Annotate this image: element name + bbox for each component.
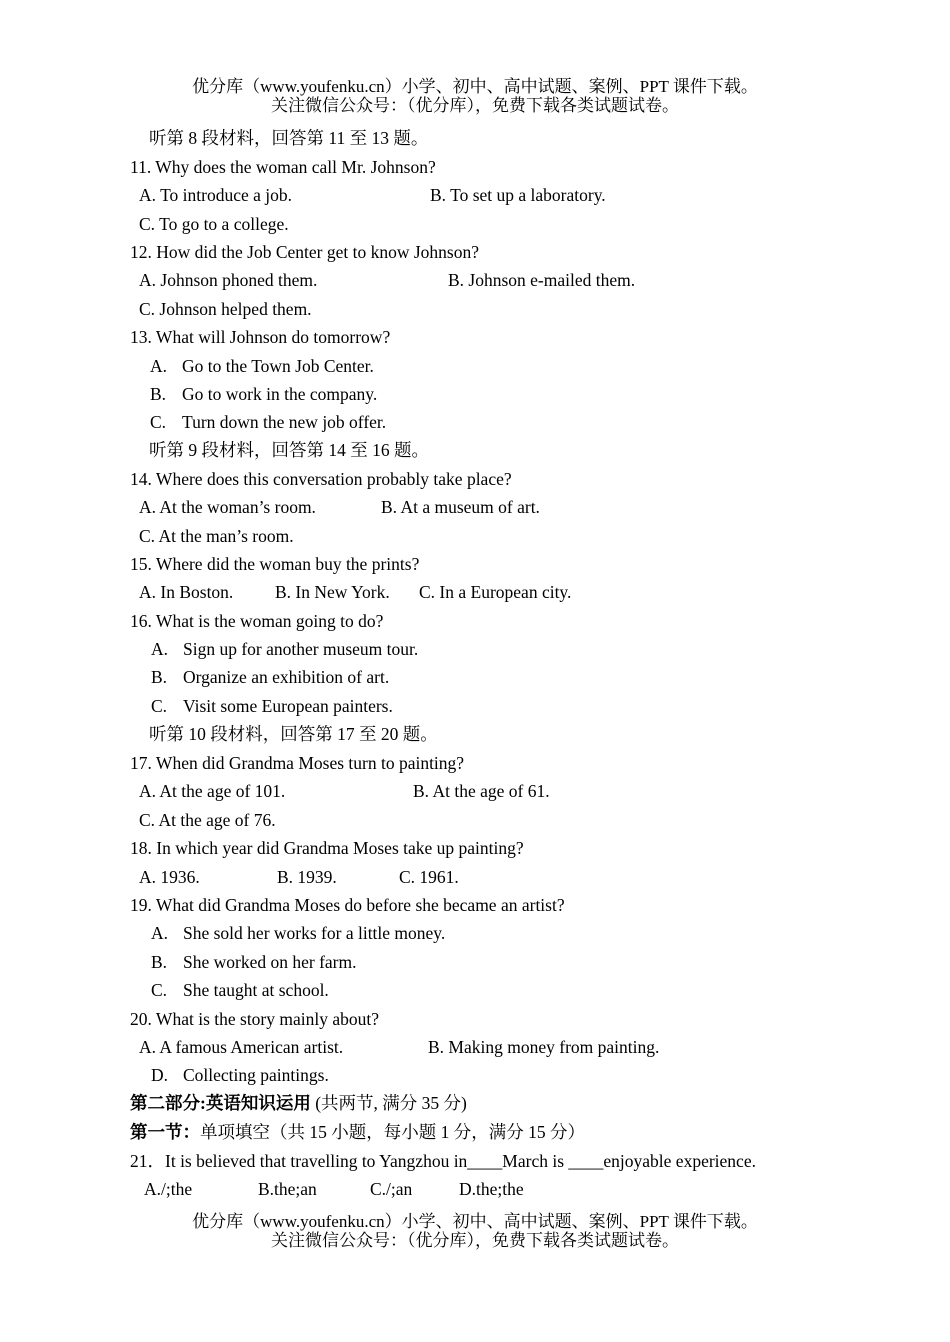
q20-option-d-text: Collecting paintings. bbox=[183, 1065, 329, 1085]
q13-option-c-label: C. bbox=[150, 412, 167, 432]
section-10-instruction: 听第 10 段材料，回答第 17 至 20 题。 bbox=[149, 724, 438, 744]
part2-section1-title: 第一节： bbox=[130, 1122, 200, 1142]
q13-option-b-text: Go to work in the company. bbox=[182, 384, 378, 404]
q11-stem: 11. Why does the woman call Mr. Johnson? bbox=[130, 157, 436, 177]
q18-option-c: C. 1961. bbox=[399, 867, 459, 887]
q11-option-c: C. To go to a college. bbox=[139, 214, 289, 234]
q11-option-b: B. To set up a laboratory. bbox=[430, 185, 606, 205]
q19-option-b-label: B. bbox=[151, 952, 168, 972]
q16-option-a bbox=[151, 638, 418, 660]
part2-title: 第二部分:英语知识运用 bbox=[130, 1093, 311, 1113]
part2-section1-note: 单项填空（共 15 小题，每小题 1 分，满分 15 分） bbox=[200, 1122, 585, 1142]
q17-option-c: C. At the age of 76. bbox=[139, 810, 276, 830]
q19-option-c-label: C. bbox=[151, 980, 168, 1000]
q16-option-a-text: Sign up for another museum tour. bbox=[183, 639, 419, 659]
q18-stem: 18. In which year did Grandma Moses take up painting? bbox=[130, 838, 524, 858]
q20-option-d bbox=[151, 1064, 329, 1086]
q15-stem: 15. Where did the woman buy the prints? bbox=[130, 554, 420, 574]
q21-option-b: B.the;an bbox=[258, 1179, 317, 1199]
header-line-2: 关注微信公众号：（优分库），免费下载各类试题试卷。 bbox=[271, 96, 679, 115]
q19-option-b-text: She worked on her farm. bbox=[183, 952, 357, 972]
q11-option-a: A. To introduce a job. bbox=[139, 185, 293, 205]
q13-option-b-label: B. bbox=[150, 384, 167, 404]
q19-option-a-label: A. bbox=[151, 923, 169, 943]
q19-option-a bbox=[151, 922, 445, 944]
q16-option-b-text: Organize an exhibition of art. bbox=[183, 667, 390, 687]
part2-section1-heading bbox=[130, 1121, 585, 1143]
q13-option-a-text: Go to the Town Job Center. bbox=[182, 356, 374, 376]
page-header bbox=[0, 77, 950, 115]
q20-stem: 20. What is the story mainly about? bbox=[130, 1009, 380, 1029]
q16-stem: 16. What is the woman going to do? bbox=[130, 611, 384, 631]
q13-option-b bbox=[150, 383, 377, 405]
part2-heading bbox=[130, 1092, 467, 1114]
q15-option-b: B. In New York. bbox=[275, 582, 390, 602]
q18-option-b: B. 1939. bbox=[277, 867, 337, 887]
q16-option-b-label: B. bbox=[151, 667, 168, 687]
q20-option-a: A. A famous American artist. bbox=[139, 1037, 344, 1057]
q14-option-a: A. At the woman’s room. bbox=[139, 497, 316, 517]
q16-option-c-label: C. bbox=[151, 696, 168, 716]
q14-stem: 14. Where does this conversation probably take place? bbox=[130, 469, 512, 489]
q19-option-c-text: She taught at school. bbox=[183, 980, 329, 1000]
q21-option-c: C./;an bbox=[370, 1179, 413, 1199]
q21-stem: 21．It is believed that travelling to Yangzhou in____March is ____enjoyable experience. bbox=[130, 1151, 756, 1171]
header-line-1: 优分库（www.youfenku.cn）小学、初中、高中试题、案例、PPT 课件下载。 bbox=[192, 77, 758, 96]
part2-note: (共两节, 满分 35 分) bbox=[310, 1093, 467, 1113]
q21-option-d: D.the;the bbox=[459, 1179, 524, 1199]
q13-option-c-text: Turn down the new job offer. bbox=[182, 412, 387, 432]
q16-option-c-text: Visit some European painters. bbox=[183, 696, 393, 716]
q12-option-c: C. Johnson helped them. bbox=[139, 299, 312, 319]
q19-option-b bbox=[151, 951, 357, 973]
q20-option-d-label: D. bbox=[151, 1065, 169, 1085]
footer-line-2: 关注微信公众号：（优分库），免费下载各类试题试卷。 bbox=[271, 1231, 679, 1250]
q16-option-a-label: A. bbox=[151, 639, 169, 659]
q12-option-b: B. Johnson e-mailed them. bbox=[448, 270, 636, 290]
q16-option-c bbox=[151, 695, 393, 717]
q13-option-c bbox=[150, 411, 386, 433]
q17-option-b: B. At the age of 61. bbox=[413, 781, 550, 801]
q14-option-b: B. At a museum of art. bbox=[381, 497, 540, 517]
q13-option-a bbox=[150, 355, 374, 377]
footer-line-1: 优分库（www.youfenku.cn）小学、初中、高中试题、案例、PPT 课件下载。 bbox=[192, 1212, 758, 1231]
q19-option-c bbox=[151, 979, 329, 1001]
q14-option-c: C. At the man’s room. bbox=[139, 526, 294, 546]
q17-option-a: A. At the age of 101. bbox=[139, 781, 286, 801]
q13-option-a-label: A. bbox=[150, 356, 168, 376]
q15-option-a: A. In Boston. bbox=[139, 582, 234, 602]
page-footer bbox=[0, 1212, 950, 1250]
section-9-instruction: 听第 9 段材料，回答第 14 至 16 题。 bbox=[149, 440, 429, 460]
section-8-instruction: 听第 8 段材料，回答第 11 至 13 题。 bbox=[149, 128, 429, 148]
q12-option-a: A. Johnson phoned them. bbox=[139, 270, 318, 290]
q17-stem: 17. When did Grandma Moses turn to painting? bbox=[130, 753, 465, 773]
q12-stem: 12. How did the Job Center get to know Johnson? bbox=[130, 242, 479, 262]
q19-stem: 19. What did Grandma Moses do before she became an artist? bbox=[130, 895, 565, 915]
q19-option-a-text: She sold her works for a little money. bbox=[183, 923, 446, 943]
q15-option-c: C. In a European city. bbox=[419, 582, 572, 602]
q21-option-a: A./;the bbox=[144, 1179, 193, 1199]
q13-stem: 13. What will Johnson do tomorrow? bbox=[130, 327, 391, 347]
q18-option-a: A. 1936. bbox=[139, 867, 200, 887]
q16-option-b bbox=[151, 666, 389, 688]
q20-option-b: B. Making money from painting. bbox=[428, 1037, 660, 1057]
